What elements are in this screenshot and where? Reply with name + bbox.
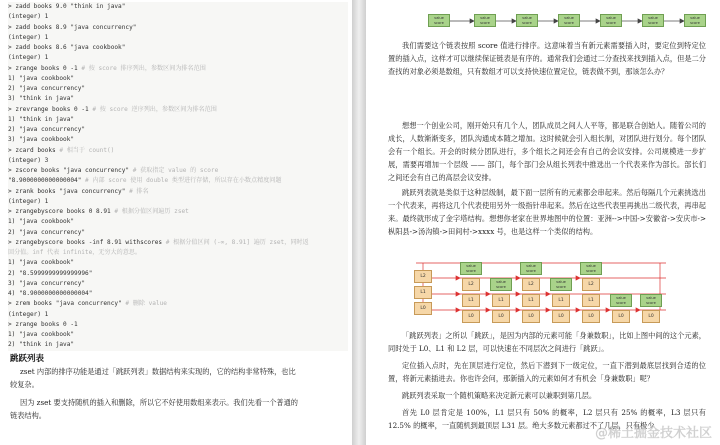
level-label: L1 <box>414 286 432 299</box>
code-comment: # 按 score 逆序列出，参数区间为排名范围 <box>92 105 217 113</box>
code-line <box>8 248 348 258</box>
code-text: 2) "think in java" <box>8 341 75 349</box>
code-comment: # 内部 score 使用 double 类型进行存储，所以存在小数点精度问题 <box>85 177 282 185</box>
list-node: value score <box>642 14 664 27</box>
code-line <box>8 135 348 145</box>
code-line <box>8 105 348 115</box>
code-comment: # 根据分值区间 (-∞, 8.91] 遍历 zset，同时返 <box>165 238 309 246</box>
skip-node: value score <box>460 262 482 275</box>
list-node: value score <box>600 14 622 27</box>
section-heading: 跳跃列表 <box>10 354 45 364</box>
paragraph: 定位插入点时，先在顶层进行定位，然后下潜到下一级定位，一直下潜到最底层找到合适的位置，将新元素插进去。你也许会问，那新插入的元素如何才有机会「身兼数职」呢？ <box>388 361 706 383</box>
code-text: "8.9000000000000004" <box>8 177 86 185</box>
code-text: > zrem books "java concurrency" <box>8 300 126 308</box>
code-line <box>8 340 348 350</box>
code-line <box>8 269 348 279</box>
code-line <box>8 125 348 135</box>
skip-node: value score <box>580 262 602 275</box>
code-line <box>8 197 348 207</box>
code-text: 2) "java concurrency" <box>8 126 86 133</box>
paragraph-line: 较复杂。 <box>10 380 39 389</box>
code-text: > zrangebyscore books 0 8.91 <box>8 208 115 215</box>
level-label: L0 <box>414 302 432 315</box>
level-label: L1 <box>462 294 480 307</box>
code-line <box>8 156 348 166</box>
code-text: > zscore books "java concurrency" <box>8 167 133 174</box>
skip-node: value score <box>640 294 662 307</box>
code-text: 2) "java concurrency" <box>8 228 86 236</box>
level-label: L0 <box>612 310 630 323</box>
code-line <box>8 74 348 84</box>
list-node: value score <box>684 14 706 27</box>
level-label: L0 <box>522 310 540 323</box>
code-text: > zrevrange books 0 -1 <box>8 105 93 113</box>
code-text: > zrange books 0 -1 <box>8 64 82 72</box>
list-node: value score <box>516 14 538 27</box>
code-line <box>8 187 348 197</box>
level-label: L2 <box>414 270 432 283</box>
code-text: 1) "think in java" <box>8 115 75 123</box>
code-text: (integer) 1 <box>8 13 49 21</box>
code-block <box>8 2 348 351</box>
code-text: > zrangebyscore books -inf 8.91 withscores <box>8 238 166 246</box>
code-line <box>8 217 348 227</box>
code-text: 2) "8.5999999999999996" <box>8 269 93 277</box>
paragraph: 我们需要这个链表按照 score 值进行排序。这意味着当有新元素需要插入时，要定位到特定位置的插入点，这样才可以继续保证链表是有序的。通常我们会通过二分查找来找到插入点，但是二分查找的对象必须是数组，只有数组才可以支持快速位置定位，链表做不到，那该怎么办？ <box>388 41 706 76</box>
code-text: (integer) 1 <box>8 54 49 62</box>
paragraph: 「跳跃列表」之所以「跳跃」，是因为内部的元素可能「身兼数职」，比如上图中间的这个元素，同时处于 L0、L1 和 L2 层，可以快速在不同层次之间进行「跳跃」。 <box>388 331 706 353</box>
code-comment: # 按 score 排序列出，参数区间为排名范围 <box>81 64 206 72</box>
code-text: 1) "java cookbook" <box>8 218 75 226</box>
code-text: > zadd books 9.0 "think in java" <box>8 3 126 10</box>
code-text: (integer) 1 <box>8 197 49 205</box>
level-label: L1 <box>522 294 540 307</box>
code-line <box>8 115 348 125</box>
code-line <box>8 289 348 299</box>
code-line <box>8 64 348 74</box>
code-comment: 回分值。inf 代表 infinite，无穷大的意思。 <box>8 249 142 256</box>
book-gutter <box>352 0 366 445</box>
code-text: (integer) 1 <box>8 33 49 41</box>
paragraph: 跳跃列表就是类似于这种层级制，最下面一层所有的元素都会串起来。然后每隔几个元素挑选出一个代表来，再将这几个代表使用另外一级指针串起来。然后在这些代表里再挑出二级代表，再串起来。最终就形成了金字塔结构。想想你老家在世界地图中的位置：亚洲-->中国->安徽省->安庆市->枞阳县->汤沟镇->田间村->xxxx 号，也是这样一个类似的结构。 <box>388 188 706 236</box>
paragraph: 想想一个创业公司，刚开始只有几个人，团队成员之间人人平等，都是联合创始人。随着公司的成长，人数渐渐变多，团队沟通成本随之增加。这时候就会引入组长制，对团队进行划分。每个团队会有一个组长。开会的时候分团队进行，多个组长之间还会有自己的会议安排。公司规模进一步扩展，需要再增加一个层级 —— 部门，每个部门会从组长列表中推选出一个代表来作为部长。部长们之间还会有自己的高层会议安排。 <box>388 121 706 182</box>
code-text: > zadd books 8.9 "java concurrency" <box>8 23 137 31</box>
paragraph: 首先 L0 层肯定是 100%，L1 层只有 50% 的概率，L2 层只有 25% 的概率，L3 层只有 12.5% 的概率，一直随机到最顶层 L31 层。绝大多数元素都过不了几层，只有极少 <box>388 408 706 430</box>
code-text: (integer) 3 <box>8 156 49 164</box>
list-node: value score <box>428 14 450 27</box>
code-line <box>8 12 348 22</box>
code-text: 4) "8.9000000000000004" <box>8 290 93 297</box>
skip-node: value score <box>520 262 542 275</box>
level-label: L0 <box>582 310 600 323</box>
code-line <box>8 176 348 186</box>
code-text: > zrank books "java concurrency" <box>8 187 130 195</box>
code-comment: # 相当于 count() <box>59 146 115 154</box>
code-line <box>8 166 348 176</box>
code-text: 3) "java concurrency" <box>8 279 86 287</box>
list-node: value score <box>474 14 496 27</box>
level-label: L1 <box>492 294 510 307</box>
code-line <box>8 279 348 289</box>
level-label: L1 <box>582 294 600 307</box>
code-line <box>8 146 348 156</box>
code-text: 2) "java concurrency" <box>8 85 86 92</box>
code-line <box>8 258 348 268</box>
code-text: 3) "think in java" <box>8 95 75 103</box>
code-comment: # 删除 value <box>125 300 167 308</box>
code-comment: # 排名 <box>129 187 149 195</box>
code-line <box>8 228 348 238</box>
code-text: 3) "java cookbook" <box>8 136 75 144</box>
code-text: 1) "java cookbook" <box>8 74 75 82</box>
paragraph-line: 链表结构。 <box>10 411 46 420</box>
code-text: (integer) 1 <box>8 310 49 318</box>
level-label: L1 <box>552 294 570 307</box>
code-text: > zadd books 8.6 "java cookbook" <box>8 44 126 51</box>
code-line <box>8 238 348 248</box>
code-line <box>8 43 348 53</box>
code-text: > zcard books <box>8 146 60 154</box>
skip-node: value score <box>550 278 572 291</box>
level-label: L2 <box>582 278 600 291</box>
level-label: L2 <box>522 278 540 291</box>
code-comment: # 根据分值区间遍历 zset <box>114 208 189 215</box>
skip-node: value score <box>610 294 632 307</box>
code-line <box>8 53 348 63</box>
level-label: L0 <box>552 310 570 323</box>
code-text: 1) "java cookbook" <box>8 331 75 338</box>
level-label: L2 <box>462 278 480 291</box>
code-line <box>8 2 348 12</box>
code-line <box>8 299 348 309</box>
code-line <box>8 84 348 94</box>
code-line <box>8 310 348 320</box>
paragraph: 跳跃列表采取一个随机策略来决定新元素可以兼职到第几层。 <box>402 391 597 400</box>
level-label: L0 <box>642 310 660 323</box>
skip-node: value score <box>490 278 512 291</box>
code-comment: # 获取指定 value 的 score <box>132 167 219 174</box>
level-label: L0 <box>462 310 480 323</box>
paragraph-line: 因为 zset 要支持随机的插入和删除，所以它不好使用数组来表示。我们先看一个普通的 <box>20 398 298 407</box>
code-text: 1) "java cookbook" <box>8 259 75 267</box>
level-label: L0 <box>492 310 510 323</box>
code-line <box>8 320 348 330</box>
code-text: > zrange books 0 -1 <box>8 320 78 328</box>
right-page <box>366 0 720 445</box>
code-line <box>8 23 348 33</box>
left-page <box>0 0 352 445</box>
watermark: @稀土掘金技术社区 <box>594 426 712 441</box>
paragraph-line: zset 内部的排序功能是通过「跳跃列表」数据结构来实现的，它的结构非常特殊，也比 <box>20 367 296 376</box>
code-line <box>8 330 348 340</box>
code-line <box>8 94 348 104</box>
code-line <box>8 207 348 217</box>
code-line <box>8 33 348 43</box>
list-node: value score <box>558 14 580 27</box>
